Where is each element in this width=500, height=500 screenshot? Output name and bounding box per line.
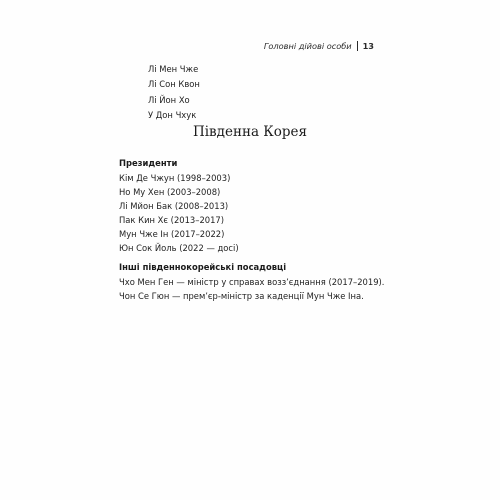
list-item: Кім Де Чжун (1998–2003) (119, 173, 231, 183)
list-item: Лі Мйон Бак (2008–2013) (119, 201, 229, 212)
presidents-heading: Президенти (119, 158, 178, 168)
list-item: Мун Чже Ін (2017–2022) (119, 229, 225, 240)
list-item: Чон Се Гюн — прем’єр-міністр за каденції Мун Чже Іна. (119, 291, 364, 302)
list-item: У Дон Чхук (148, 110, 197, 121)
page-number: 13 (362, 41, 374, 51)
list-item: Лі Мен Чже (148, 64, 199, 74)
list-item: Пак Кин Хє (2013–2017) (119, 215, 225, 226)
list-item: Лі Сон Квон (148, 79, 200, 90)
top-name-list (148, 62, 200, 124)
list-item: Но Му Хен (2003–2008) (119, 187, 221, 198)
list-item: Лі Йон Хо (148, 94, 190, 105)
header-separator (357, 41, 358, 51)
list-item: Юн Сок Йоль (2022 — досі) (119, 243, 239, 254)
presidents-list (119, 171, 239, 256)
running-header-title: Головні дійові особи (263, 41, 352, 51)
section-heading: Південна Корея (192, 124, 308, 140)
officials-heading: Інші південнокорейські посадовці (119, 262, 287, 272)
officials-list (119, 275, 384, 304)
list-item: Чхо Мен Ген — міністр у справах возз’єднання (2017–2019). (119, 277, 385, 287)
running-header (264, 41, 374, 51)
